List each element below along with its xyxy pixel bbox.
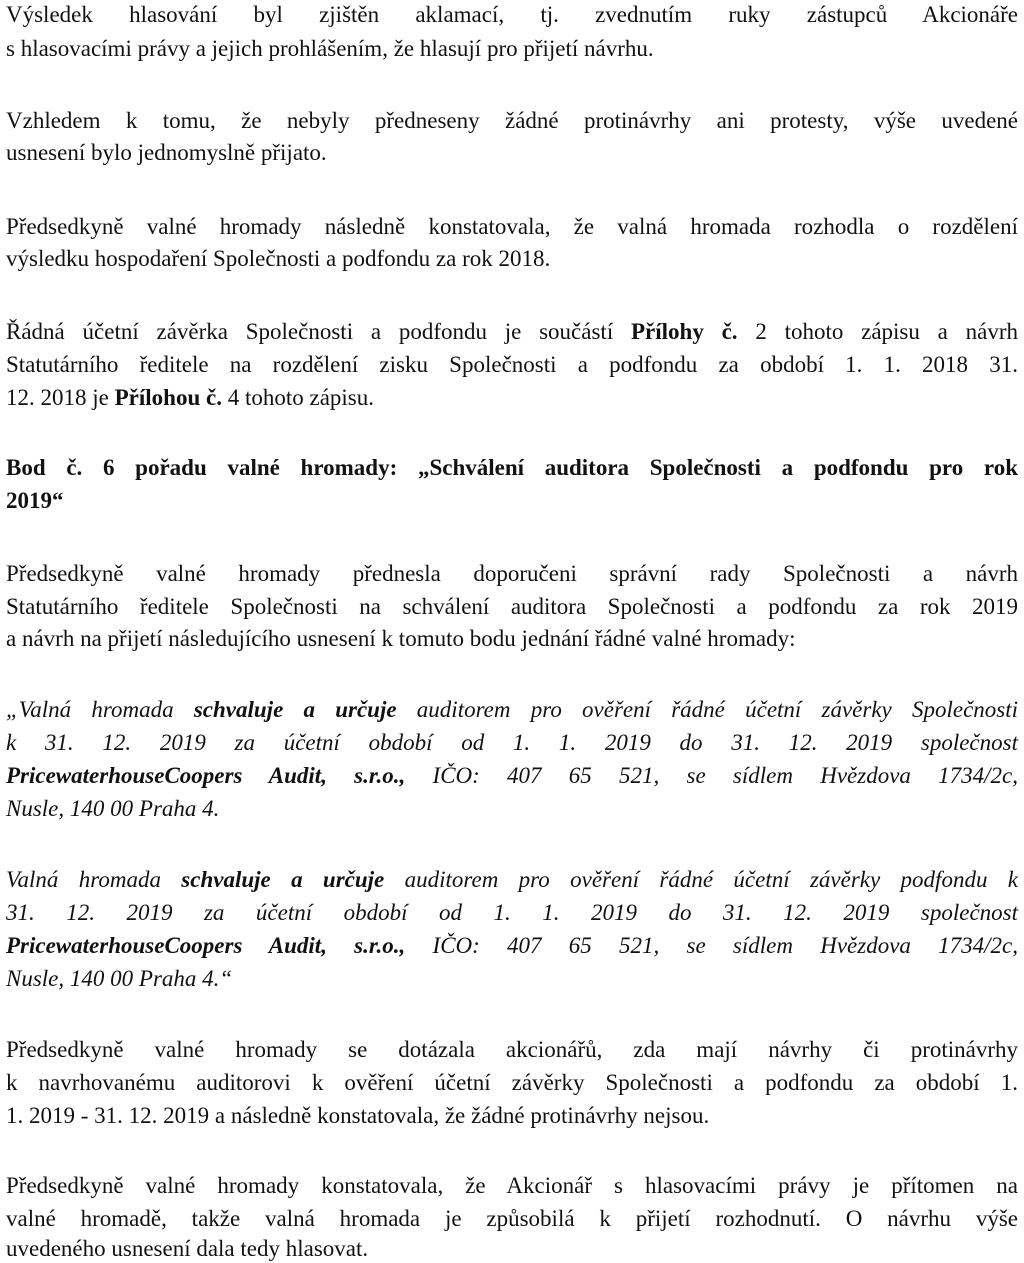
text-line: k navrhovanému auditorovi k ověření účetní závěrky Společnosti a podfondu za období 1.: [6, 1070, 1018, 1095]
text-line: výsledku hospodaření Společnosti a podfondu za rok 2018.: [6, 246, 551, 271]
text-line: Nusle, 140 00 Praha 4.“: [6, 966, 233, 991]
text-run: auditorem pro ověření řádné účetní závěrky podfondu k: [384, 867, 1019, 892]
text-line: Výsledek hlasování byl zjištěn aklamací, tj. zvednutím ruky zástupců Akcionáře: [6, 2, 1018, 27]
text-line: s hlasovacími právy a jejich prohlášením, že hlasují pro přijetí návrhu.: [6, 36, 654, 61]
text-run: IČO: 407 65 521, se sídlem Hvězdova 1734/2c,: [405, 933, 1018, 958]
text-line: valné hromadě, takže valná hromada je způsobilá k přijetí rozhodnutí. O návrhu výše: [6, 1206, 1018, 1231]
text-line: Statutárního ředitele na rozdělení zisku Společnosti a podfondu za období 1. 1. 2018 31.: [6, 352, 1018, 377]
text-run: Valná hromada: [6, 867, 182, 892]
annex-reference: Přílohy č.: [630, 319, 738, 344]
auditor-name: PricewaterhouseCoopers Audit, s.r.o.,: [6, 763, 406, 788]
text-run: IČO: 407 65 521, se sídlem Hvězdova 1734/2c,: [405, 763, 1018, 788]
annex-reference: Přílohou č.: [114, 385, 222, 410]
text-line: Vzhledem k tomu, že nebyly předneseny žádné protinávrhy ani protesty, výše uvedené: [6, 108, 1018, 133]
text-line: a návrh na přijetí následujícího usnesení k tomuto bodu jednání řádné valné hromady:: [6, 626, 796, 651]
text-line: [6, 696, 1018, 724]
text-line: Předsedkyně valné hromady se dotázala akcionářů, zda mají návrhy či protinávrhy: [6, 1037, 1018, 1062]
text-line: k 31. 12. 2019 za účetní období od 1. 1. 2019 do 31. 12. 2019 společnost: [6, 730, 1018, 755]
emphasis: schvaluje a určuje: [193, 697, 397, 722]
heading-line: Bod č. 6 pořadu valné hromady: „Schválení auditora Společnosti a podfondu pro rok: [6, 455, 1018, 480]
text-run: 4 tohoto zápisu.: [221, 385, 374, 410]
text-line: [6, 384, 1018, 412]
text-run: auditorem pro ověření řádné účetní závěrky Společnosti: [396, 697, 1019, 722]
text-line: [6, 866, 1018, 894]
text-line: usnesení bylo jednomyslně přijato.: [6, 140, 327, 165]
text-line: Statutárního ředitele Společnosti na schválení auditora Společnosti a podfondu za rok 2019: [6, 594, 1018, 619]
text-line: uvedeného usnesení dala tedy hlasovat.: [6, 1236, 369, 1261]
text-run: 2 tohoto zápisu a návrh: [737, 319, 1018, 344]
text-run: 12. 2018 je: [6, 385, 115, 410]
text-line: 1. 2019 - 31. 12. 2019 a následně konstatovala, že žádné protinávrhy nejsou.: [6, 1103, 710, 1128]
text-line: 31. 12. 2019 za účetní období od 1. 1. 2019 do 31. 12. 2019 společnost: [6, 900, 1018, 925]
text-line: [6, 762, 1018, 790]
text-run: „Valná hromada: [6, 697, 194, 722]
text-line: Předsedkyně valné hromady následně konstatovala, že valná hromada rozhodla o rozdělení: [6, 214, 1018, 239]
text-line: [6, 318, 1018, 346]
text-line: Předsedkyně valné hromady konstatovala, že Akcionář s hlasovacími právy je přítomen na: [6, 1173, 1018, 1198]
auditor-name: PricewaterhouseCoopers Audit, s.r.o.,: [6, 933, 406, 958]
text-run: Řádná účetní závěrka Společnosti a podfondu je součástí: [6, 319, 631, 344]
text-line: [6, 932, 1018, 960]
text-line: Předsedkyně valné hromady přednesla doporučeni správní rady Společnosti a návrh: [6, 561, 1018, 586]
heading-line: 2019“: [6, 488, 64, 513]
text-line: Nusle, 140 00 Praha 4.: [6, 796, 220, 821]
emphasis: schvaluje a určuje: [181, 867, 385, 892]
